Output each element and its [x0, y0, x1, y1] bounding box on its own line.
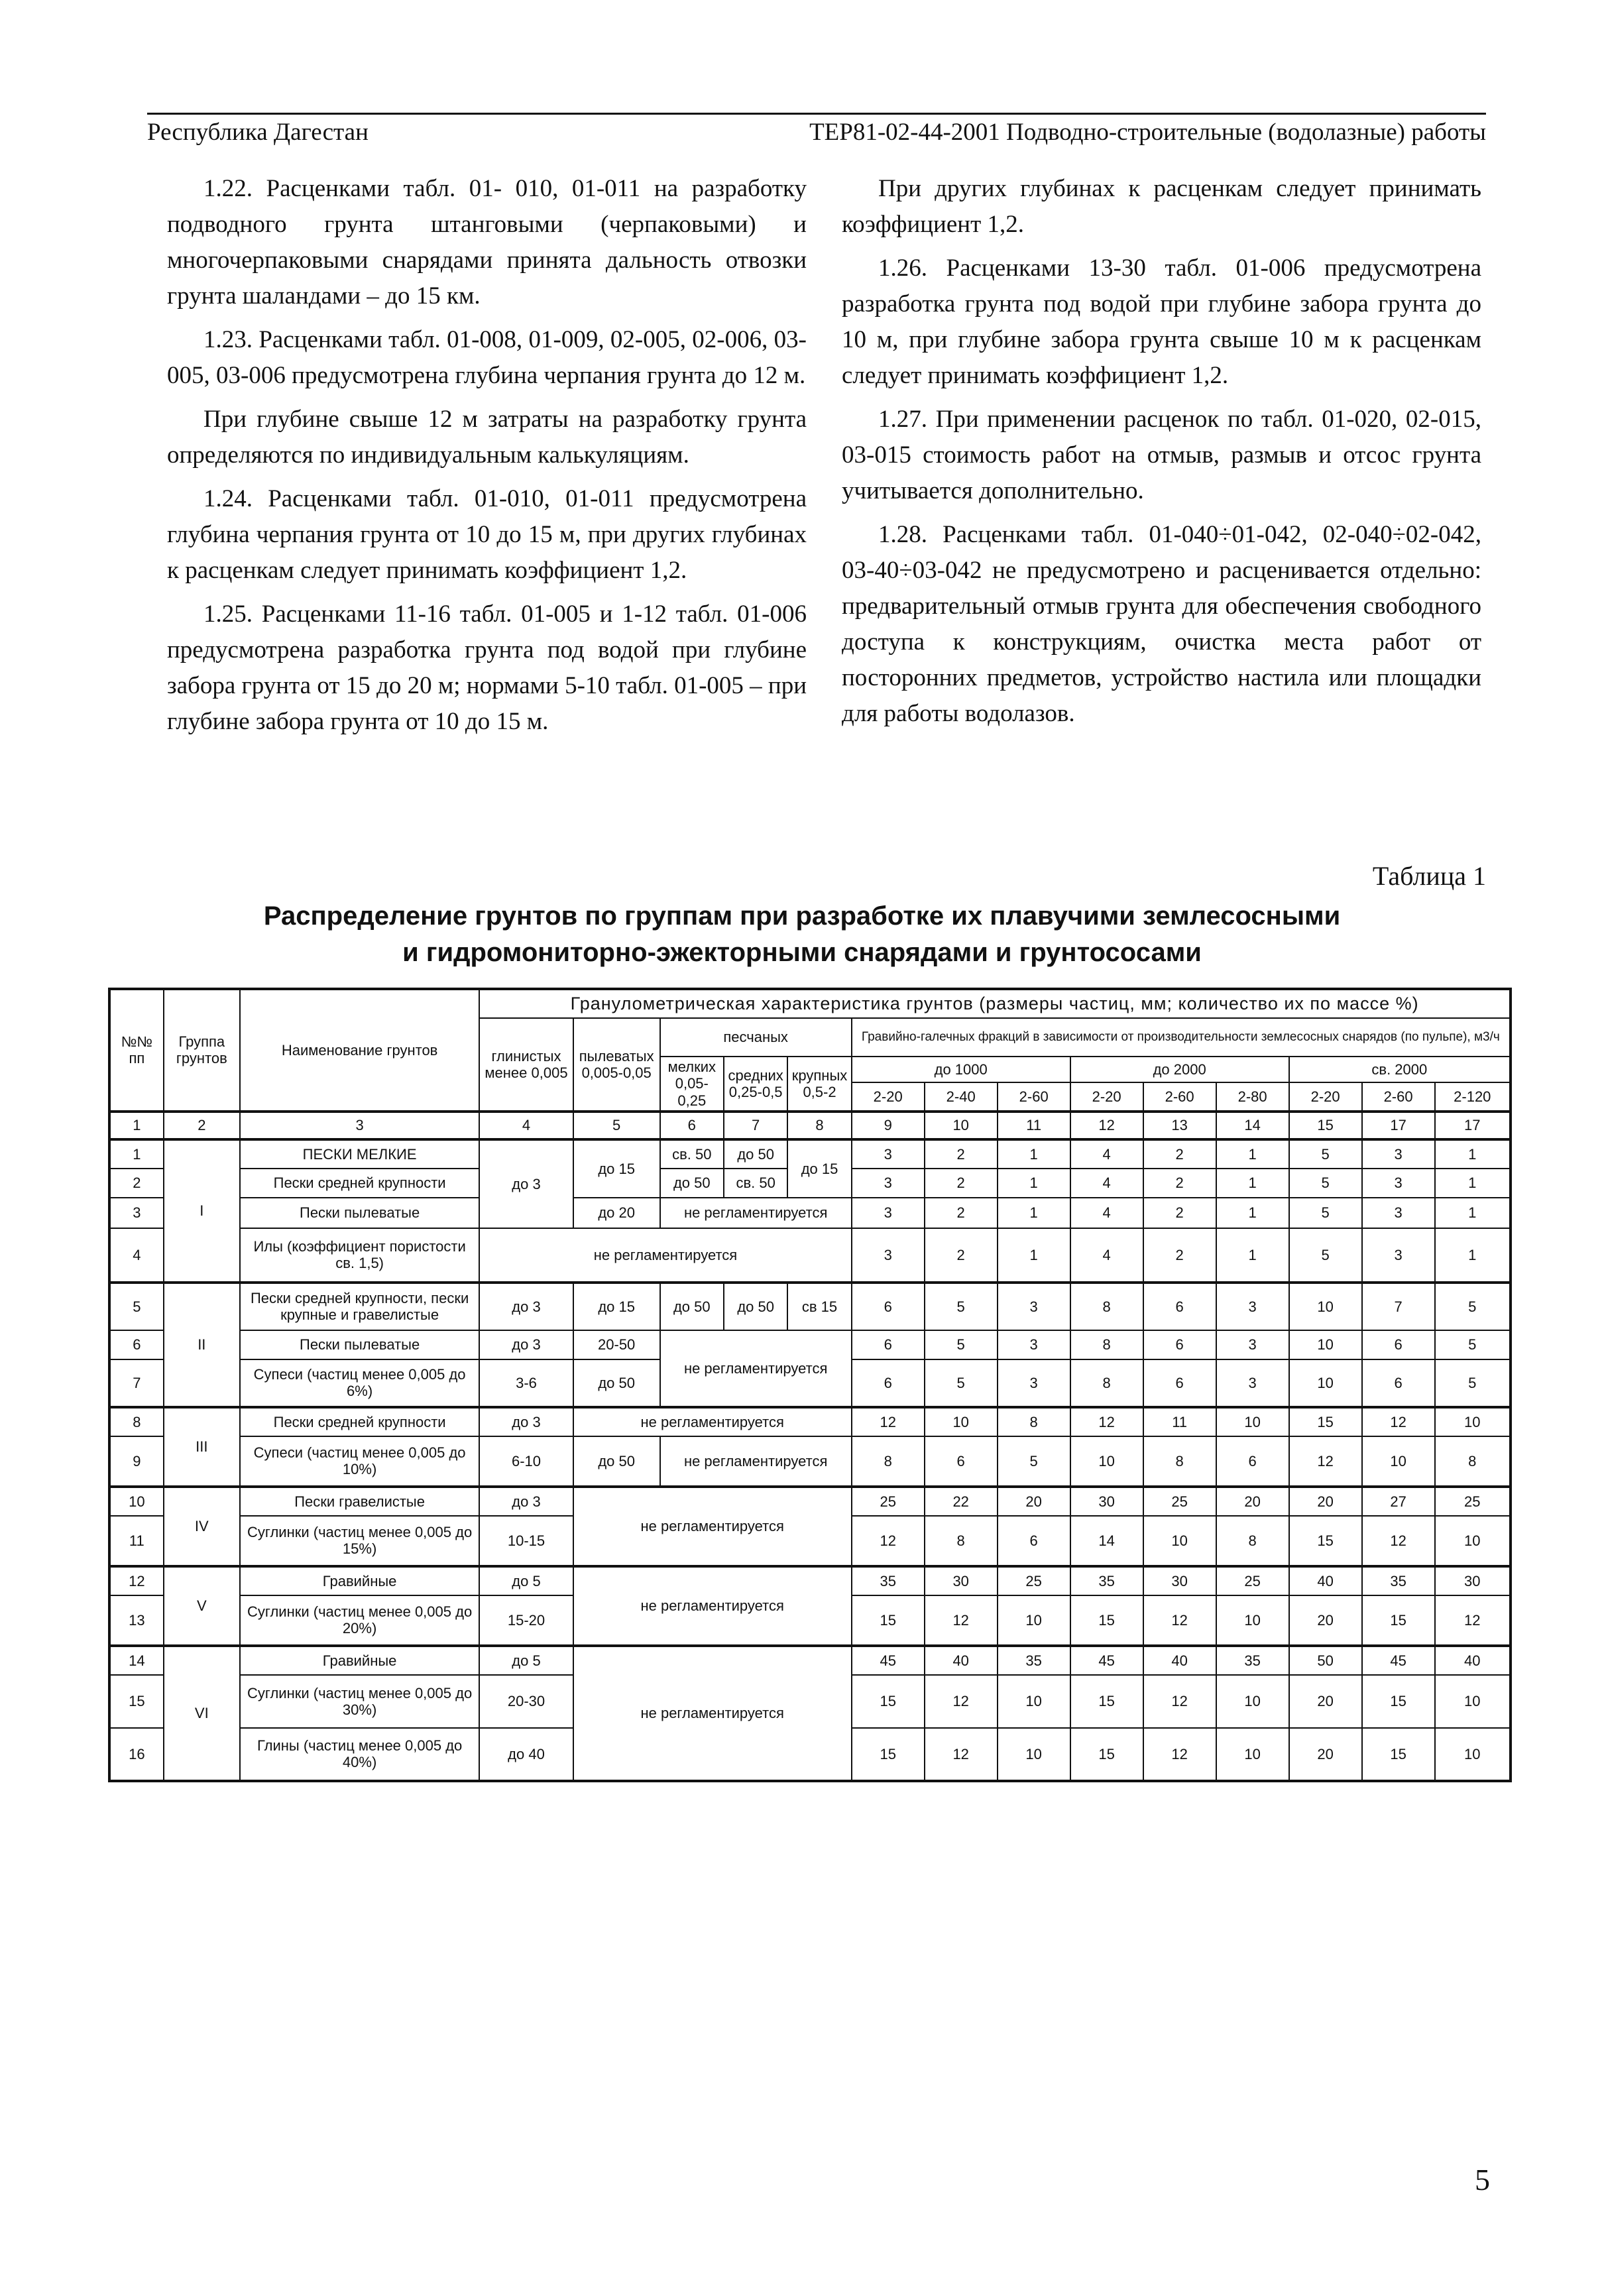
soil-name: Суглинки (частиц менее 0,005 до 15%) [240, 1516, 479, 1566]
gravel-cell: 20 [998, 1487, 1070, 1516]
gravel-cell: 6 [998, 1516, 1070, 1566]
gravel-cell: 1 [1216, 1198, 1289, 1228]
header-row-1 [109, 989, 1511, 1018]
gravel-cell: 8 [998, 1407, 1070, 1436]
paragraph-1-26: 1.26. Расценками 13-30 табл. 01-006 предусмотрена разработка грунта под водой при глубине забора грунта до 10 м, при глубине забора грунта свыше 10 м к расценкам следует принимать коэффициент 1,2. [842, 255, 1481, 389]
gravel-cell: 7 [1362, 1283, 1435, 1330]
gravel-cell: 35 [1070, 1566, 1143, 1595]
row-number: 8 [109, 1407, 164, 1436]
soil-name: ПЕСКИ МЕЛКИЕ [240, 1139, 479, 1169]
group-cell: III [164, 1407, 240, 1487]
paragraph-1-27: 1.27. При применении расценок по табл. 01-020, 02-015, 03-015 стоимость работ на отмыв, размыв и отсос грунта учитывается дополнительно. [842, 406, 1481, 504]
clay-cell: до 3 [479, 1283, 573, 1330]
soil-name: Супеси (частиц менее 0,005 до 10%) [240, 1436, 479, 1487]
colnum: 10 [925, 1112, 998, 1139]
gravel-cell: 5 [1435, 1359, 1511, 1407]
gravel-cell: 6 [852, 1283, 925, 1330]
header-sub: 2-20 [1289, 1082, 1362, 1112]
gravel-cell: 3 [998, 1283, 1070, 1330]
gravel-cell: 10 [1289, 1359, 1362, 1407]
sand-fine-cell: до 50 [660, 1283, 724, 1330]
gravel-cell: 45 [1070, 1646, 1143, 1675]
gravel-cell: 15 [852, 1728, 925, 1781]
header-sand: песчаных [660, 1018, 852, 1057]
gravel-cell: 30 [1070, 1487, 1143, 1516]
gravel-cell: 6 [1143, 1330, 1216, 1359]
clay-cell: до 3 [479, 1407, 573, 1436]
group-cell: V [164, 1566, 240, 1646]
colnum: 7 [724, 1112, 787, 1139]
gravel-cell: 8 [925, 1516, 998, 1566]
gravel-cell: 4 [1070, 1228, 1143, 1283]
gravel-cell: 15 [1362, 1728, 1435, 1781]
header-gravel: Гравийно-галечных фракций в зависимости от производительности землесосных снарядов (по пульпе), м3/ч [852, 1018, 1511, 1057]
row-number: 16 [109, 1728, 164, 1781]
header-sub: 2-20 [1070, 1082, 1143, 1112]
clay-cell: до 5 [479, 1646, 573, 1675]
gravel-cell: 6 [1143, 1359, 1216, 1407]
gravel-cell: 15 [1070, 1595, 1143, 1646]
column-number-row [109, 1112, 1511, 1139]
row-number: 10 [109, 1487, 164, 1516]
gravel-cell: 8 [1435, 1436, 1511, 1487]
row-number: 3 [109, 1198, 164, 1228]
gravel-cell: 1 [1435, 1139, 1511, 1169]
gravel-cell: 4 [1070, 1139, 1143, 1169]
gravel-cell: 3 [998, 1359, 1070, 1407]
paragraph-1-22: 1.22. Расценками табл. 01- 010, 01-011 на разработку подводного грунта штанговыми (черпаковыми) и многочерпаковыми снарядами принята дальность отвозки грунта шаландами – до 15 км. [167, 175, 807, 310]
row-number: 13 [109, 1595, 164, 1646]
colnum: 3 [240, 1112, 479, 1139]
gravel-cell: 3 [1216, 1330, 1289, 1359]
gravel-cell: 25 [1143, 1487, 1216, 1516]
paragraph-1-25-cont: При других глубинах к расценкам следует принимать коэффициент 1,2. [842, 175, 1481, 238]
header-prod-1000: до 1000 [852, 1057, 1070, 1082]
table-row [109, 1228, 1511, 1283]
gravel-cell: 5 [925, 1359, 998, 1407]
gravel-cell: 40 [925, 1646, 998, 1675]
table-row [109, 1566, 1511, 1595]
gravel-cell: 1 [998, 1139, 1070, 1169]
table-row [109, 1407, 1511, 1436]
soil-name: Гравийные [240, 1566, 479, 1595]
row-number: 1 [109, 1139, 164, 1169]
gravel-cell: 2 [1143, 1228, 1216, 1283]
clay-cell: 15-20 [479, 1595, 573, 1646]
gravel-cell: 4 [1070, 1169, 1143, 1198]
soil-name: Пески пылеватые [240, 1330, 479, 1359]
sand-medium-cell: св. 50 [724, 1169, 787, 1198]
clay-cell: до 3 [479, 1330, 573, 1359]
header-prod-over-2000: св. 2000 [1289, 1057, 1511, 1082]
table-row [109, 1646, 1511, 1675]
gravel-cell: 1 [1216, 1228, 1289, 1283]
gravel-cell: 12 [1070, 1407, 1143, 1436]
gravel-cell: 30 [1143, 1566, 1216, 1595]
sand-medium-cell: до 50 [724, 1139, 787, 1169]
gravel-cell: 15 [1362, 1675, 1435, 1728]
row-number: 4 [109, 1228, 164, 1283]
gravel-cell: 5 [1289, 1169, 1362, 1198]
header-num: №№ пп [109, 989, 164, 1112]
gravel-cell: 1 [1435, 1169, 1511, 1198]
header-sand-fine: мелких 0,05-0,25 [660, 1057, 724, 1112]
gravel-cell: 3 [1216, 1283, 1289, 1330]
soil-name: Суглинки (частиц менее 0,005 до 30%) [240, 1675, 479, 1728]
gravel-cell: 10 [1435, 1516, 1511, 1566]
colnum: 11 [998, 1112, 1070, 1139]
colnum: 12 [1070, 1112, 1143, 1139]
silt-cell: до 15 [573, 1283, 660, 1330]
gravel-cell: 30 [1435, 1566, 1511, 1595]
gravel-cell: 3 [852, 1169, 925, 1198]
gravel-cell: 5 [925, 1330, 998, 1359]
gravel-cell: 10 [1070, 1436, 1143, 1487]
gravel-cell: 12 [925, 1728, 998, 1781]
gravel-cell: 10 [1435, 1728, 1511, 1781]
gravel-cell: 1 [1216, 1139, 1289, 1169]
paragraph-1-23: 1.23. Расценками табл. 01-008, 01-009, 02-005, 02-006, 03-005, 03-006 предусмотрена глубина черпания грунта до 12 м. [167, 326, 807, 389]
right-text-column [842, 171, 1481, 740]
row-number: 11 [109, 1516, 164, 1566]
page-header [147, 113, 1486, 146]
clay-cell: до 3 [479, 1139, 573, 1228]
gravel-cell: 6 [1143, 1283, 1216, 1330]
soil-name: Пески средней крупности [240, 1407, 479, 1436]
gravel-cell: 12 [925, 1675, 998, 1728]
gravel-cell: 10 [1289, 1283, 1362, 1330]
gravel-cell: 40 [1289, 1566, 1362, 1595]
table-row [109, 1283, 1511, 1330]
gravel-cell: 10 [1289, 1330, 1362, 1359]
gravel-cell: 27 [1362, 1487, 1435, 1516]
gravel-cell: 10 [1435, 1407, 1511, 1436]
colnum: 6 [660, 1112, 724, 1139]
clay-cell: 10-15 [479, 1516, 573, 1566]
gravel-cell: 50 [1289, 1646, 1362, 1675]
gravel-cell: 6 [1216, 1436, 1289, 1487]
header-sand-medium: средних 0,25-0,5 [724, 1057, 787, 1112]
soil-name: Пески средней крупности [240, 1169, 479, 1198]
silt-cell: до 50 [573, 1359, 660, 1407]
soil-name: Пески гравелистые [240, 1487, 479, 1516]
gravel-cell: 5 [1435, 1330, 1511, 1359]
not-regulated: не регламентируется [479, 1228, 851, 1283]
not-regulated: не регламентируется [660, 1198, 852, 1228]
gravel-cell: 14 [1070, 1516, 1143, 1566]
gravel-cell: 10 [1216, 1595, 1289, 1646]
sand-coarse-cell: до 15 [787, 1139, 851, 1198]
gravel-cell: 1 [998, 1228, 1070, 1283]
clay-cell: 20-30 [479, 1675, 573, 1728]
colnum: 8 [787, 1112, 851, 1139]
gravel-cell: 8 [1143, 1436, 1216, 1487]
gravel-cell: 2 [1143, 1198, 1216, 1228]
header-sub: 2-40 [925, 1082, 998, 1112]
row-number: 5 [109, 1283, 164, 1330]
soil-name: Супеси (частиц менее 0,005 до 6%) [240, 1359, 479, 1407]
colnum: 5 [573, 1112, 660, 1139]
gravel-cell: 3 [1216, 1359, 1289, 1407]
colnum: 14 [1216, 1112, 1289, 1139]
table-row [109, 1139, 1511, 1169]
gravel-cell: 15 [1070, 1728, 1143, 1781]
gravel-cell: 5 [1289, 1198, 1362, 1228]
gravel-cell: 1 [1435, 1228, 1511, 1283]
gravel-cell: 5 [1289, 1228, 1362, 1283]
gravel-cell: 20 [1289, 1487, 1362, 1516]
paragraph-1-28: 1.28. Расценками табл. 01-040÷01-042, 02-040÷02-042, 03-40÷03-042 не предусмотрено и расценивается отдельно: предварительный отмыв грунта для обеспечения свободного доступа к конструкциям, очистка места работ от посторонних предметов, устройство настила или площадки для работы водолазов. [842, 521, 1481, 727]
silt-cell: до 15 [573, 1139, 660, 1198]
not-regulated: не регламентируется [660, 1436, 852, 1487]
paragraph-1-24: 1.24. Расценками табл. 01-010, 01-011 предусмотрена глубина черпания грунта от 10 до 15 м, при других глубинах к расценкам следует принимать коэффициент 1,2. [167, 485, 807, 584]
left-text-column [167, 171, 807, 748]
row-number: 2 [109, 1169, 164, 1198]
gravel-cell: 40 [1435, 1646, 1511, 1675]
gravel-cell: 22 [925, 1487, 998, 1516]
row-number: 7 [109, 1359, 164, 1407]
gravel-cell: 8 [1070, 1359, 1143, 1407]
group-cell: IV [164, 1487, 240, 1566]
table-title-line-1: Распределение грунтов по группам при разработке их плавучими землесосными [263, 901, 1341, 931]
gravel-cell: 40 [1143, 1646, 1216, 1675]
gravel-cell: 30 [925, 1566, 998, 1595]
colnum: 1 [109, 1112, 164, 1139]
colnum: 15 [1289, 1112, 1362, 1139]
gravel-cell: 5 [1435, 1283, 1511, 1330]
gravel-cell: 20 [1289, 1595, 1362, 1646]
gravel-cell: 1 [1435, 1198, 1511, 1228]
row-number: 9 [109, 1436, 164, 1487]
soil-name: Суглинки (частиц менее 0,005 до 20%) [240, 1595, 479, 1646]
clay-cell: до 40 [479, 1728, 573, 1781]
gravel-cell: 20 [1289, 1675, 1362, 1728]
header-region: Республика Дагестан [147, 119, 369, 146]
gravel-cell: 8 [1070, 1330, 1143, 1359]
gravel-cell: 12 [925, 1595, 998, 1646]
header-soil-name: Наименование грунтов [240, 989, 479, 1112]
gravel-cell: 35 [998, 1646, 1070, 1675]
gravel-cell: 20 [1216, 1487, 1289, 1516]
gravel-cell: 15 [1289, 1516, 1362, 1566]
not-regulated: не регламентируется [573, 1646, 852, 1781]
clay-cell: 6-10 [479, 1436, 573, 1487]
gravel-cell: 12 [1143, 1728, 1216, 1781]
gravel-cell: 3 [1362, 1139, 1435, 1169]
gravel-cell: 6 [852, 1359, 925, 1407]
header-silt: пылеватых 0,005-0,05 [573, 1018, 660, 1112]
colnum: 2 [164, 1112, 240, 1139]
silt-cell: до 50 [573, 1436, 660, 1487]
gravel-cell: 10 [998, 1675, 1070, 1728]
not-regulated: не регламентируется [573, 1566, 852, 1646]
sand-fine-cell: св. 50 [660, 1139, 724, 1169]
gravel-cell: 15 [1289, 1407, 1362, 1436]
soil-name: Пески пылеватые [240, 1198, 479, 1228]
colnum: 4 [479, 1112, 573, 1139]
gravel-cell: 45 [852, 1646, 925, 1675]
gravel-cell: 6 [1362, 1330, 1435, 1359]
table-row [109, 1436, 1511, 1487]
gravel-cell: 25 [852, 1487, 925, 1516]
gravel-cell: 1 [1216, 1169, 1289, 1198]
table-row [109, 1487, 1511, 1516]
gravel-cell: 10 [925, 1407, 998, 1436]
gravel-cell: 6 [925, 1436, 998, 1487]
not-regulated: не регламентируется [573, 1407, 852, 1436]
group-cell: VI [164, 1646, 240, 1781]
gravel-cell: 20 [1289, 1728, 1362, 1781]
row-number: 15 [109, 1675, 164, 1728]
not-regulated: не регламентируется [660, 1330, 852, 1407]
header-document-code: ТЕР81-02-44-2001 Подводно-строительные (водолазные) работы [809, 119, 1486, 146]
clay-cell: до 5 [479, 1566, 573, 1595]
gravel-cell: 10 [998, 1728, 1070, 1781]
gravel-cell: 10 [1143, 1516, 1216, 1566]
gravel-cell: 10 [1216, 1675, 1289, 1728]
header-sub: 2-60 [1143, 1082, 1216, 1112]
header-prod-2000: до 2000 [1070, 1057, 1289, 1082]
gravel-cell: 3 [998, 1330, 1070, 1359]
gravel-cell: 6 [852, 1330, 925, 1359]
gravel-cell: 35 [1216, 1646, 1289, 1675]
group-cell: I [164, 1139, 240, 1283]
page-number: 5 [1475, 2163, 1490, 2197]
gravel-cell: 12 [1289, 1436, 1362, 1487]
gravel-cell: 3 [1362, 1228, 1435, 1283]
table-title-line-2: и гидромониторно-эжекторными снарядами и грунтососами [402, 938, 1202, 967]
not-regulated: не регламентируется [573, 1487, 852, 1566]
header-sub: 2-80 [1216, 1082, 1289, 1112]
header-granulometric: Гранулометрическая характеристика грунтов (размеры частиц, мм; количество их по массе %) [479, 989, 1511, 1018]
gravel-cell: 10 [1216, 1407, 1289, 1436]
colnum: 9 [852, 1112, 925, 1139]
gravel-cell: 12 [1143, 1675, 1216, 1728]
gravel-cell: 8 [1216, 1516, 1289, 1566]
gravel-cell: 3 [1362, 1169, 1435, 1198]
paragraph-1-25: 1.25. Расценками 11-16 табл. 01-005 и 1-12 табл. 01-006 предусмотрена разработка грунта под водой при глубине забора грунта от 15 до 20 м; нормами 5-10 табл. 01-005 – при глубине забора грунта от 10 до 15 м. [167, 601, 807, 735]
colnum: 17 [1362, 1112, 1435, 1139]
clay-cell: 3-6 [479, 1359, 573, 1407]
gravel-cell: 8 [1070, 1283, 1143, 1330]
gravel-cell: 12 [852, 1407, 925, 1436]
paragraph-1-23-cont: При глубине свыше 12 м затраты на разработку грунта определяются по индивидуальным калькуляциям. [167, 406, 807, 469]
header-sub: 2-60 [1362, 1082, 1435, 1112]
soil-groups-table [108, 988, 1512, 1782]
header-sub: 2-120 [1435, 1082, 1511, 1112]
gravel-cell: 5 [998, 1436, 1070, 1487]
gravel-cell: 2 [925, 1198, 998, 1228]
gravel-cell: 2 [925, 1139, 998, 1169]
header-clay: глинистых менее 0,005 [479, 1018, 573, 1112]
table-row [109, 1330, 1511, 1359]
colnum: 13 [1143, 1112, 1216, 1139]
header-group: Группа грунтов [164, 989, 240, 1112]
gravel-cell: 10 [1435, 1675, 1511, 1728]
gravel-cell: 10 [998, 1595, 1070, 1646]
row-number: 14 [109, 1646, 164, 1675]
gravel-cell: 10 [1362, 1436, 1435, 1487]
gravel-cell: 8 [852, 1436, 925, 1487]
clay-cell: до 3 [479, 1487, 573, 1516]
gravel-cell: 2 [925, 1228, 998, 1283]
gravel-cell: 12 [852, 1516, 925, 1566]
gravel-cell: 3 [852, 1198, 925, 1228]
table-label: Таблица 1 [1372, 861, 1486, 891]
gravel-cell: 15 [852, 1595, 925, 1646]
gravel-cell: 25 [1435, 1487, 1511, 1516]
header-sub: 2-60 [998, 1082, 1070, 1112]
sand-medium-cell: до 50 [724, 1283, 787, 1330]
silt-cell: 20-50 [573, 1330, 660, 1359]
sand-coarse-cell: св 15 [787, 1283, 851, 1330]
header-sub: 2-20 [852, 1082, 925, 1112]
gravel-cell: 6 [1362, 1359, 1435, 1407]
row-number: 12 [109, 1566, 164, 1595]
silt-cell: до 20 [573, 1198, 660, 1228]
gravel-cell: 1 [998, 1169, 1070, 1198]
gravel-cell: 15 [852, 1675, 925, 1728]
gravel-cell: 4 [1070, 1198, 1143, 1228]
header-sand-coarse: крупных 0,5-2 [787, 1057, 851, 1112]
gravel-cell: 10 [1216, 1728, 1289, 1781]
soil-name: Пески средней крупности, пески крупные и гравелистые [240, 1283, 479, 1330]
gravel-cell: 25 [998, 1566, 1070, 1595]
gravel-cell: 3 [852, 1228, 925, 1283]
gravel-cell: 45 [1362, 1646, 1435, 1675]
gravel-cell: 12 [1362, 1516, 1435, 1566]
gravel-cell: 2 [1143, 1169, 1216, 1198]
colnum: 17 [1435, 1112, 1511, 1139]
gravel-cell: 12 [1435, 1595, 1511, 1646]
group-cell: II [164, 1283, 240, 1407]
gravel-cell: 11 [1143, 1407, 1216, 1436]
gravel-cell: 3 [852, 1139, 925, 1169]
gravel-cell: 25 [1216, 1566, 1289, 1595]
sand-fine-cell: до 50 [660, 1169, 724, 1198]
gravel-cell: 15 [1070, 1675, 1143, 1728]
gravel-cell: 15 [1362, 1595, 1435, 1646]
gravel-cell: 5 [1289, 1139, 1362, 1169]
gravel-cell: 35 [852, 1566, 925, 1595]
gravel-cell: 3 [1362, 1198, 1435, 1228]
soil-name: Илы (коэффициент пористости св. 1,5) [240, 1228, 479, 1283]
row-number: 6 [109, 1330, 164, 1359]
gravel-cell: 2 [925, 1169, 998, 1198]
gravel-cell: 12 [1143, 1595, 1216, 1646]
gravel-cell: 5 [925, 1283, 998, 1330]
gravel-cell: 1 [998, 1198, 1070, 1228]
gravel-cell: 35 [1362, 1566, 1435, 1595]
gravel-cell: 12 [1362, 1407, 1435, 1436]
gravel-cell: 2 [1143, 1139, 1216, 1169]
table-row [109, 1198, 1511, 1228]
soil-name: Глины (частиц менее 0,005 до 40%) [240, 1728, 479, 1781]
soil-name: Гравийные [240, 1646, 479, 1675]
